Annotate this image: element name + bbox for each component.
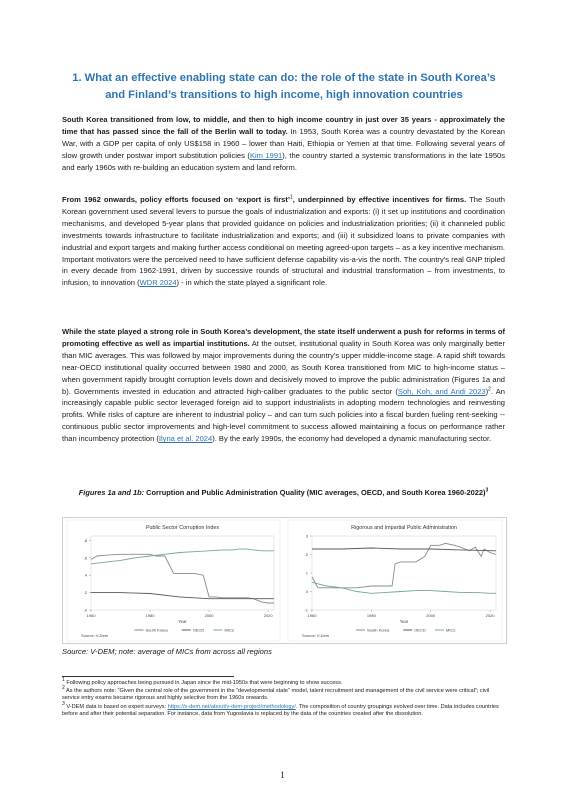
- y-tick-label: 0: [305, 589, 308, 594]
- chart-public-administration: [284, 518, 506, 643]
- y-tick-label: 2: [305, 552, 308, 557]
- figure-title: Figures 1a and 1b: Corruption and Public Administration Quality (MIC averages, OECD, and South Korea 1960-2022)$^3$: [78, 487, 489, 497]
- paragraph-lead: While the state played a strong role in South Korea’s development, the state itself underwent a push for reforms in terms of promoting effective as well as impartial institutions.: [62, 327, 505, 348]
- legend-label: South Korea: [145, 627, 168, 633]
- x-tick-label: 1960: [86, 613, 96, 618]
- x-tick-label: 1980: [145, 613, 155, 618]
- citation-link[interactable]: Kim 1991: [249, 150, 283, 160]
- section-heading: [62, 70, 506, 104]
- chart-title: Public Sector Corruption Index: [145, 525, 220, 531]
- legend-label: OECD: [414, 627, 426, 633]
- plot-area: [312, 536, 496, 610]
- chart-source: Source: V-Dem: [302, 633, 330, 638]
- x-axis-label: Year: [178, 619, 187, 624]
- chart-corruption-index: [63, 518, 284, 643]
- y-tick-label: .4: [83, 572, 87, 578]
- legend-label: MICs: [446, 627, 456, 633]
- figure-panel: [62, 517, 507, 644]
- footnote-divider: [62, 676, 234, 677]
- heading-line-1: 1. What an effective enabling state can do: the role of the state in South Korea’s: [72, 72, 496, 84]
- methodology-link[interactable]: https://v-dem.net/about/v-dem-project/methodology/: [167, 704, 296, 710]
- y-tick-label: .6: [83, 555, 87, 561]
- footnote-ref[interactable]: 2: [488, 386, 491, 393]
- y-tick-label: .2: [83, 590, 87, 596]
- y-tick-label: 1: [305, 570, 308, 576]
- y-tick-label: 3: [305, 533, 308, 539]
- legend-label: MICs: [224, 627, 234, 633]
- x-axis-label: Year: [399, 619, 409, 624]
- y-tick-label: -1: [304, 607, 308, 613]
- x-tick-label: 2000: [204, 613, 214, 618]
- footnote-3: $^3$ V-DEM data is based on expert surveys: https://v-dem.net/about/v-dem-project/methodology/. The composition of country groupings evolved over time. Data includes countries before and after their potential separation. For instance, data from Yugoslavia is replaced by the data of the countries created after the dissolution.: [62, 701, 499, 718]
- y-tick-label: .0: [83, 607, 87, 613]
- paragraph-export-first: From 1962 onwards, policy efforts focused on ‘export is first’$^1$, underpinned by effective incentives for firms. The South Korean government used several levers to pursue the goals of industrialization and exports: (i) it set up institutions and coordination mechanisms, and developed 5-year plans that provided guidance on policies and industrialization priorities; (ii) it channeled public investments towards infrastructure to facilitate industrialization and exports; and (iii) it subsidized loans to private companies with industrial and export targets and making further access conditional on meeting agreed-upon targets – as a key incentive mechanism. Important motivators were the perceived need to have sufficient defense capability vis-a-vis the north. The country’s real GNP tripled in every decade from 1962-1991, driven by successive rounds of structural and industrial transformation – from investments, to infusion, to innovation (WDR 2024) - in which the state played a significant role.: [62, 194, 505, 288]
- page-number: 1: [280, 770, 285, 780]
- footnote-ref[interactable]: 1: [290, 194, 293, 201]
- x-tick-label: 1960: [307, 613, 317, 618]
- paragraph-south-korea-transition: South Korea transitioned from low, to middle, and then to high income country in just over 35 years - approximately the time that has passed since the fall of the Berlin wall to today. In 1953, South Korea was a country devastated by the Korean War, with a GDP per capita of only US$158 in 1960 – lower than Haiti, Ethiopia or Yemen at that time. Following several years of slow growth under postwar import substitution policies (Kim 1991), the country started a systemic transformations in the late 1950s and early 1960s with re-building an education system and land reform.: [62, 115, 506, 172]
- citation-link[interactable]: Ilyna et al. 2024: [158, 434, 213, 444]
- x-tick-label: 2020: [485, 613, 495, 618]
- y-tick-label: .8: [83, 537, 87, 543]
- heading-line-2: and Finland’s transitions to high income, high innovation countries: [105, 89, 463, 101]
- footnote-ref[interactable]: 3: [485, 487, 489, 494]
- citation-link[interactable]: Soh, Koh, and Aridi 2023: [397, 386, 486, 396]
- x-tick-label: 2000: [426, 613, 436, 618]
- legend-label: South Korea: [367, 627, 390, 633]
- paragraph-state-reforms: While the state played a strong role in South Korea’s development, the state itself underwent a push for reforms in terms of promoting effective as well as impartial institutions. At the outset, institutional quality in South Korea was only marginally better than MIC averages. This was followed by major improvements during the country’s upper middle-income stage. A rapid shift towards near-OECD institutional quality occurred between 1980 and 2000, as South Korea transitioned from MIC to high-income status – when government rapidly brought corruption levels down and decisively moved to improve the public administration (Figures 1a and b). Governments invested in education and attracted high-caliber graduates to the public sector (Soh, Koh, and Aridi 2023)$^2$. An increasingly capable public sector leveraged foreign aid to support industrialists in adopting modern technologies and reinvesting profits. While risks of capture are inherent to industrial policy – and can turn such policies into a fiscal burden fueling rent-seeking -- continuous public sector improvements and high-level commitment to success allowed maintaining a focus on performance rather than incumbency protection (Ilyna et al. 2024). By the early 1990s, the economy had developed a dynamic manufacturing sector.: [62, 327, 506, 444]
- paragraph-lead: South Korea transitioned from low, to middle, and then to high income country in just over 35 years - approximately the time that has passed since the fall of the Berlin wall to today.: [62, 115, 505, 136]
- figure-source: Source: V-DEM; note: average of MICs from across all regions: [62, 647, 272, 656]
- chart-source: Source: V-Dem: [81, 633, 109, 638]
- citation-link[interactable]: WDR 2024: [139, 278, 177, 288]
- x-tick-label: 2020: [263, 613, 273, 618]
- footnote-1: $^1$ Following policy approaches being pursued in Japan since the mid-1950s that were beginning to show success.: [62, 677, 343, 686]
- chart-title: Rigorous and Impartial Public Administration: [351, 525, 457, 531]
- x-tick-label: 1980: [366, 613, 376, 618]
- paragraph-lead: From 1962 onwards, policy efforts focused on ‘export is first’: [62, 195, 290, 204]
- footnote-2: $^2$ As the authors note: “Given the central role of the government in the “developmental state” model, talent recruitment and management of the civil service were critical”; civil service entry exams became rigorous and highly selective from the 1960s onwards.: [62, 685, 490, 702]
- legend-label: OECD: [192, 627, 205, 633]
